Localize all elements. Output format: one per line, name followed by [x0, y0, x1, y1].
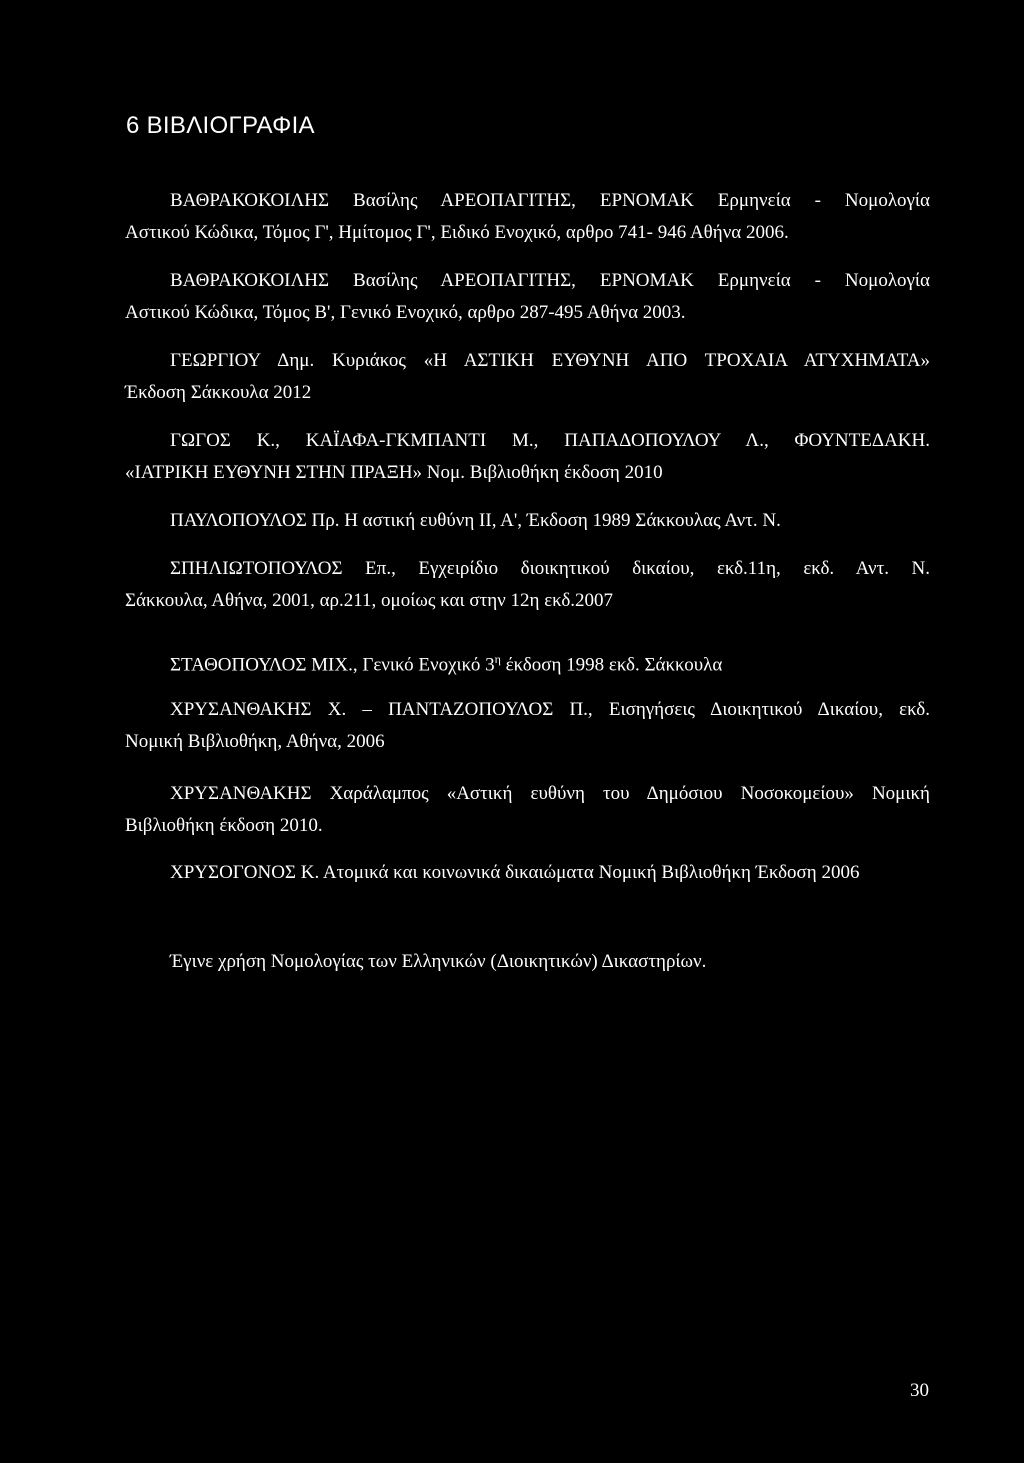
reference-entry — [125, 345, 930, 409]
reference-line: Σάκκουλα, Αθήνα, 2001, αρ.211, ομοίως και στην 12η εκδ.2007 — [125, 590, 614, 611]
reference-entry — [125, 553, 930, 617]
reference-line: ΧΡΥΣΟΓΟΝΟΣ Κ. Ατομικά και κοινωνικά δικαιώματα Νομική Βιβλιοθήκη Έκδοση 2006 — [170, 862, 860, 883]
reference-line: ΧΡΥΣΑΝΘΑΚΗΣ Χαράλαμπος «Αστική ευθύνη του Δημόσιου Νοσοκομείου» Νομική — [170, 783, 930, 804]
reference-line: Αστικού Κώδικα, Τόμος Β', Γενικό Ενοχικό, αρθρο 287-495 Αθήνα 2003. — [125, 302, 686, 323]
reference-line: ΒΑΘΡΑΚΟΚΟΙΛΗΣ Βασίλης ΑΡΕΟΠΑΓΙΤΗΣ, ΕΡΝΟΜΑΚ Ερμηνεία - Νομολογία — [170, 190, 930, 211]
footnote-text: Έγινε χρήση Νομολογίας των Ελληνικών (Διοικητικών) Δικαστηρίων. — [170, 951, 707, 972]
reference-line: ΒΑΘΡΑΚΟΚΟΙΛΗΣ Βασίλης ΑΡΕΟΠΑΓΙΤΗΣ, ΕΡΝΟΜΑΚ Ερμηνεία - Νομολογία — [170, 270, 930, 291]
reference-entry — [125, 505, 930, 537]
reference-line: ΠΑΥΛΟΠΟΥΛΟΣ Πρ. Η αστική ευθύνη ΙΙ, Α', Έκδοση 1989 Σάκκουλας Αντ. Ν. — [170, 510, 781, 531]
reference-text: έκδοση 1998 εκδ. Σάκκουλα — [500, 654, 723, 676]
section-heading: 6 ΒΙΒΛΙΟΓΡΑΦΙΑ — [126, 112, 315, 139]
reference-line: ΧΡΥΣΑΝΘΑΚΗΣ Χ. – ΠΑΝΤΑΖΟΠΟΥΛΟΣ Π., Εισηγήσεις Διοικητικού Δικαίου, εκδ. — [170, 699, 930, 720]
reference-line: Αστικού Κώδικα, Τόμος Γ', Ημίτομος Γ', Ειδικό Ενοχικό, αρθρο 741- 946 Αθήνα 2006. — [125, 222, 789, 243]
reference-line: ΓΩΓΟΣ Κ., ΚΑΪΑΦΑ-ΓΚΜΠΑΝΤΙ Μ., ΠΑΠΑΔΟΠΟΥΛΟΥ Λ., ΦΟΥΝΤΕΔΑΚΗ. — [170, 430, 930, 451]
reference-entry — [125, 185, 930, 249]
reference-line: Έκδοση Σάκκουλα 2012 — [125, 382, 312, 403]
ordinal-superscript: η — [494, 652, 501, 666]
reference-line: «ΙΑΤΡΙΚΗ ΕΥΘΥΝΗ ΣΤΗΝ ΠΡΑΞΗ» Νομ. Βιβλιοθήκη έκδοση 2010 — [125, 462, 663, 483]
page-number: 30 — [910, 1380, 929, 1401]
reference-line: ΣΠΗΛΙΩΤΟΠΟΥΛΟΣ Επ., Εγχειρίδιο διοικητικού δικαίου, εκδ.11η, εκδ. Αντ. Ν. — [170, 558, 930, 579]
reference-entry — [125, 694, 930, 758]
reference-entry — [125, 643, 930, 681]
reference-line: ΓΕΩΡΓΙΟΥ Δημ. Κυριάκος «Η ΑΣΤΙΚΗ ΕΥΘΥΝΗ ΑΠΟ ΤΡΟΧΑΙΑ ΑΤΥΧΗΜΑΤΑ» — [170, 350, 930, 371]
reference-line: Βιβλιοθήκη έκδοση 2010. — [125, 815, 323, 836]
reference-line: Νομική Βιβλιοθήκη, Αθήνα, 2006 — [125, 731, 385, 752]
reference-line — [125, 643, 930, 681]
reference-entry — [125, 778, 930, 842]
reference-entry — [125, 425, 930, 489]
reference-entry — [125, 857, 930, 889]
reference-entry — [125, 265, 930, 329]
reference-text: ΣΤΑΘΟΠΟΥΛΟΣ ΜΙΧ., Γενικό Ενοχικό 3 — [170, 654, 495, 676]
